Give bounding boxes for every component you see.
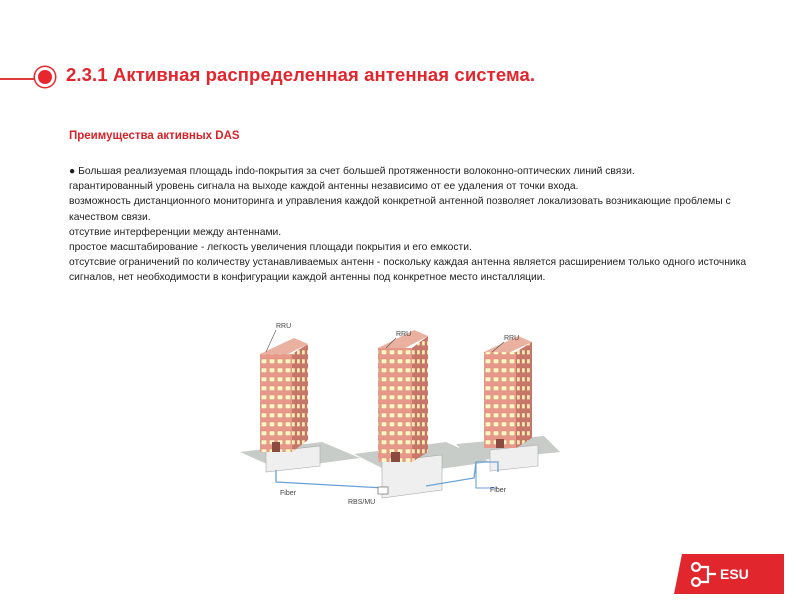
logo-text: ESU [720,566,749,582]
fiber-line-left [276,470,384,488]
rru-left-label: RRU [276,323,292,330]
advantage-paragraph: отсутсвие ограничений по количеству устанавливаемых антенн - поскольку каждая антенна является расширением только одного источника сигналов, нет необходимости в конфигурации каждой антенны под конкретное место инсталляции. [69,257,747,284]
building-center [378,330,428,462]
fiber-left-label: Fiber [280,490,296,497]
title-bullet-icon [38,70,52,84]
fiber-right-label: Fiber [490,487,506,494]
advantage-paragraph: простое масштабирование - легкость увеличения площади покрытия и его емкости. [69,242,472,254]
advantage-paragraph: возможность дистанционного мониторинга и управления каждой конкретной антенной позволяет локализовать возникающие проблемы с качеством связи. [69,196,731,223]
das-diagram-svg [236,312,564,518]
rru-center-label: RRU [396,331,412,338]
das-diagram [236,312,564,518]
building-right [484,336,532,448]
bbu-label: RBS/MU [348,499,376,506]
advantages-text [69,164,749,286]
esu-logo [674,554,784,594]
advantage-paragraph: ● Большая реализуемая площадь indo-покрытия за счет большей протяженности волоконно-оптических линий связи. [69,166,635,177]
advantages-heading: Преимущества активных DAS [69,130,240,142]
advantage-paragraph: гарантированный уровень сигнала на выходе каждой антенны независимо от ее удаления от точки входа. [69,181,579,193]
rru-right-label: RRU [504,335,520,342]
bbu-box-icon [378,487,388,494]
advantage-paragraph: отсутвие интерференции между антеннами. [69,226,282,238]
building-left [260,338,308,452]
slide-title: 2.3.1 Активная распределенная антенная система. [66,64,536,85]
